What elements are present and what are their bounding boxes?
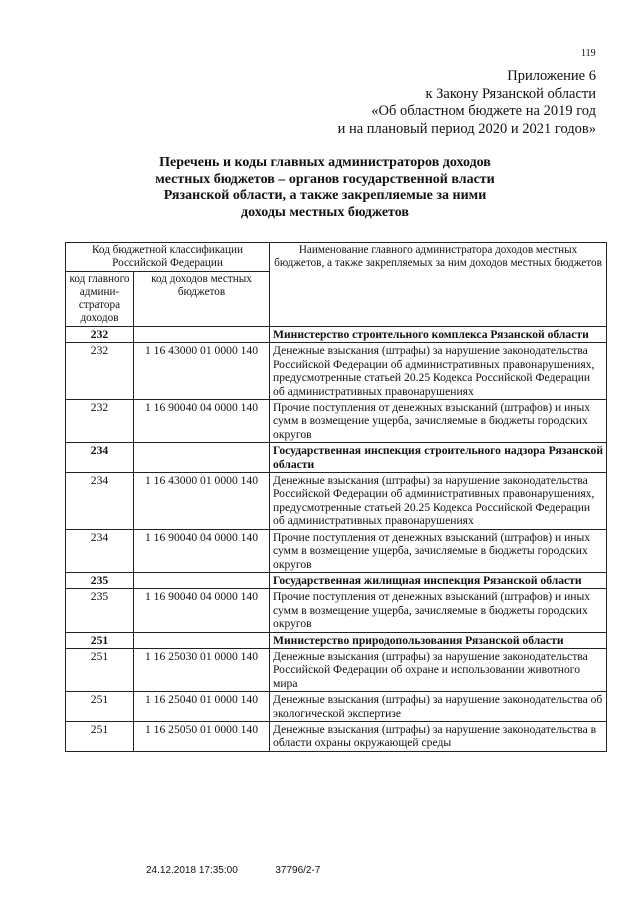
- admin-code-cell: 234: [66, 529, 134, 572]
- admin-code-cell: 234: [66, 443, 134, 473]
- administrator-row: [66, 443, 607, 473]
- income-row: [66, 473, 607, 530]
- title-line: Перечень и коды главных администраторов доходов: [159, 155, 491, 170]
- admin-code-cell: 251: [66, 632, 134, 648]
- income-code-cell: 1 16 25040 01 0000 140: [134, 692, 270, 722]
- income-row: [66, 692, 607, 722]
- income-code-header: код доходов местных бюджетов: [134, 272, 270, 327]
- admin-code-header: код главного админи-стратора доходов: [66, 272, 134, 327]
- page-number: 119: [581, 48, 596, 59]
- footer-timestamp: 24.12.2018 17:35:00: [146, 865, 238, 876]
- title-line: доходы местных бюджетов: [241, 204, 409, 220]
- description-cell: Прочие поступления от денежных взысканий (штрафов) и иных сумм в возмещение ущерба, зачисляемые в бюджеты городских округов: [270, 529, 607, 572]
- income-code-cell: [134, 327, 270, 343]
- income-code-cell: 1 16 25050 01 0000 140: [134, 721, 270, 751]
- income-code-cell: 1 16 90040 04 0000 140: [134, 529, 270, 572]
- appendix-line: Приложение 6: [507, 68, 596, 84]
- income-code-cell: [134, 572, 270, 588]
- income-row: [66, 343, 607, 400]
- income-code-cell: 1 16 43000 01 0000 140: [134, 473, 270, 530]
- income-code-cell: [134, 443, 270, 473]
- description-cell: Прочие поступления от денежных взысканий (штрафов) и иных сумм в возмещение ущерба, зачисляемые в бюджеты городских округов: [270, 589, 607, 632]
- income-row: [66, 529, 607, 572]
- document-title: [120, 155, 530, 221]
- appendix-line: и на плановый период 2020 и 2021 годов»: [337, 120, 596, 137]
- appendix-line: к Закону Рязанской области: [425, 85, 596, 102]
- table-header-row: [66, 243, 607, 272]
- description-cell: Государственная жилищная инспекция Рязанской области: [270, 572, 607, 588]
- description-cell: Государственная инспекция строительного надзора Рязанской области: [270, 443, 607, 473]
- description-cell: Денежные взыскания (штрафы) за нарушение законодательства Российской Федерации об административных правонарушениях, предусмотренные статьей 20.25 Кодекса Российской Федерации об административных правонарушениях: [270, 473, 607, 530]
- description-cell: Денежные взыскания (штрафы) за нарушение законодательства Российской Федерации об охране и использовании животного мира: [270, 648, 607, 691]
- description-cell: Денежные взыскания (штрафы) за нарушение законодательства в области охраны окружающей среды: [270, 721, 607, 751]
- name-header: Наименование главного администратора доходов местных бюджетов, а также закрепляемых за ним доходов местных бюджетов: [270, 243, 607, 327]
- income-code-cell: 1 16 43000 01 0000 140: [134, 343, 270, 400]
- administrator-row: [66, 327, 607, 343]
- admin-code-cell: 251: [66, 692, 134, 722]
- admin-code-cell: 232: [66, 327, 134, 343]
- description-cell: Денежные взыскания (штрафы) за нарушение законодательства Российской Федерации об административных правонарушениях, предусмотренные статьей 20.25 Кодекса Российской Федерации об административных правонарушениях: [270, 343, 607, 400]
- income-code-cell: 1 16 90040 04 0000 140: [134, 589, 270, 632]
- income-row: [66, 400, 607, 443]
- admin-code-cell: 232: [66, 400, 134, 443]
- admin-code-cell: 235: [66, 589, 134, 632]
- income-code-cell: 1 16 90040 04 0000 140: [134, 400, 270, 443]
- table-body: [66, 327, 607, 752]
- administrator-row: [66, 572, 607, 588]
- admin-code-cell: 232: [66, 343, 134, 400]
- admin-code-cell: 251: [66, 648, 134, 691]
- footer: [146, 865, 320, 876]
- income-row: [66, 648, 607, 691]
- administrator-row: [66, 632, 607, 648]
- description-cell: Министерство природопользования Рязанской области: [270, 632, 607, 648]
- description-cell: Денежные взыскания (штрафы) за нарушение законодательства об экологической экспертизе: [270, 692, 607, 722]
- admin-code-cell: 235: [66, 572, 134, 588]
- title-line: Рязанской области, а также закрепляемые за ними: [163, 188, 487, 203]
- admin-code-cell: 251: [66, 721, 134, 751]
- footer-doc-id: 37796/2-7: [275, 865, 321, 876]
- description-cell: Министерство строительного комплекса Рязанской области: [270, 327, 607, 343]
- income-row: [66, 589, 607, 632]
- income-code-cell: [134, 632, 270, 648]
- appendix-line: «Об областном бюджете на 2019 год: [371, 103, 596, 119]
- admin-code-cell: 234: [66, 473, 134, 530]
- income-code-cell: 1 16 25030 01 0000 140: [134, 648, 270, 691]
- administrators-table: [65, 242, 607, 752]
- title-line: местных бюджетов – органов государственной власти: [155, 171, 495, 187]
- description-cell: Прочие поступления от денежных взысканий (штрафов) и иных сумм в возмещение ущерба, зачисляемые в бюджеты городских округов: [270, 400, 607, 443]
- kbk-group-header: Код бюджетной классификации Российской Федерации: [66, 243, 270, 272]
- appendix-header: [266, 68, 596, 138]
- income-row: [66, 721, 607, 751]
